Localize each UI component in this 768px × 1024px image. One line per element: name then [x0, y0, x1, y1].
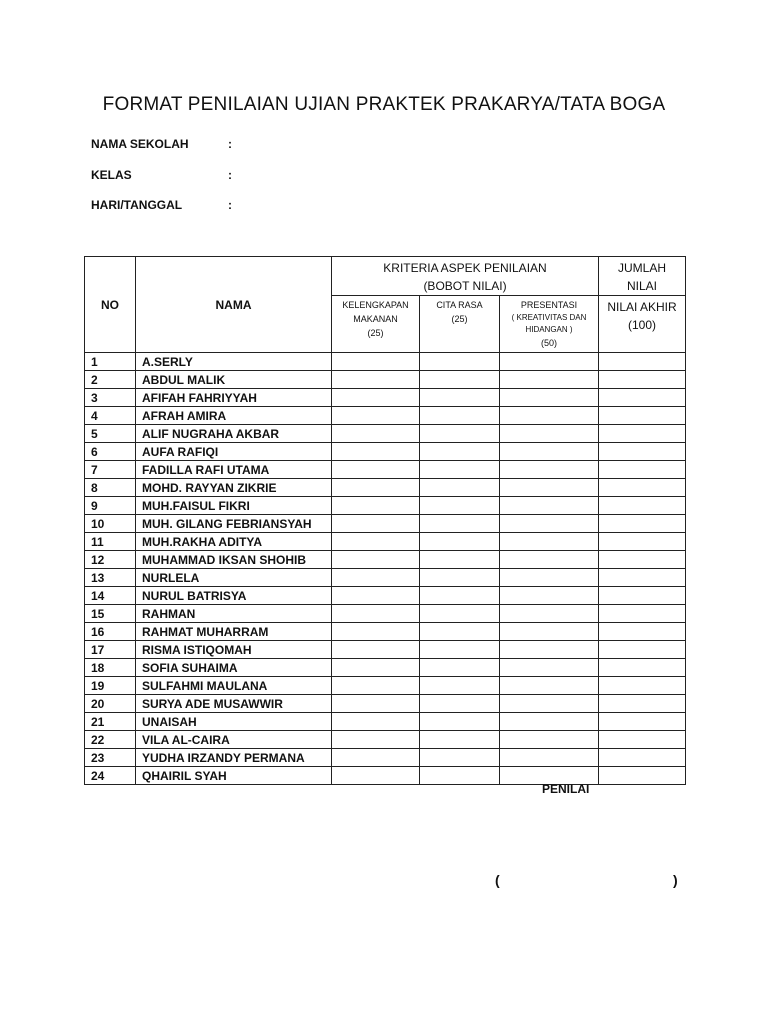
header-no: NO — [85, 257, 136, 353]
score-taste-cell[interactable] — [420, 425, 500, 443]
score-completeness-cell[interactable] — [332, 551, 420, 569]
score-final-cell[interactable] — [599, 695, 686, 713]
header-final-label: NILAI AKHIR — [607, 300, 677, 314]
score-completeness-cell[interactable] — [332, 569, 420, 587]
student-name: RAHMAN — [136, 605, 332, 623]
row-number: 8 — [85, 479, 136, 497]
score-completeness-cell[interactable] — [332, 389, 420, 407]
row-number: 20 — [85, 695, 136, 713]
score-final-cell[interactable] — [599, 587, 686, 605]
row-number: 18 — [85, 659, 136, 677]
score-taste-cell[interactable] — [420, 731, 500, 749]
row-number: 14 — [85, 587, 136, 605]
score-final-cell[interactable] — [599, 677, 686, 695]
student-name: UNAISAH — [136, 713, 332, 731]
row-number: 2 — [85, 371, 136, 389]
score-taste-cell[interactable] — [420, 569, 500, 587]
table-row — [85, 389, 686, 407]
score-completeness-cell[interactable] — [332, 605, 420, 623]
score-presentation-cell[interactable] — [500, 623, 599, 641]
score-presentation-cell[interactable] — [500, 443, 599, 461]
score-taste-cell[interactable] — [420, 623, 500, 641]
table-row — [85, 659, 686, 677]
info-school — [91, 137, 232, 151]
score-presentation-cell[interactable] — [500, 641, 599, 659]
score-completeness-cell[interactable] — [332, 641, 420, 659]
table-row — [85, 695, 686, 713]
header-taste — [420, 296, 500, 353]
table-row — [85, 605, 686, 623]
table-row — [85, 515, 686, 533]
score-final-cell[interactable] — [599, 533, 686, 551]
score-final-cell[interactable] — [599, 713, 686, 731]
score-final-cell[interactable] — [599, 425, 686, 443]
score-presentation-cell[interactable] — [500, 605, 599, 623]
header-jumlah — [599, 257, 686, 296]
info-label: NAMA SEKOLAH — [91, 137, 189, 151]
header-weight-label: (BOBOT NILAI) — [423, 279, 507, 293]
row-number: 1 — [85, 353, 136, 371]
header-criteria — [332, 257, 599, 296]
score-presentation-cell[interactable] — [500, 551, 599, 569]
assessor-label: PENILAI — [542, 782, 590, 796]
table-row — [85, 371, 686, 389]
row-number: 19 — [85, 677, 136, 695]
table-row — [85, 587, 686, 605]
score-presentation-cell[interactable] — [500, 695, 599, 713]
table-row — [85, 497, 686, 515]
score-presentation-cell[interactable] — [500, 749, 599, 767]
row-number: 12 — [85, 551, 136, 569]
student-name: RAHMAT MUHARRAM — [136, 623, 332, 641]
student-name: AFIFAH FAHRIYYAH — [136, 389, 332, 407]
score-final-cell[interactable] — [599, 407, 686, 425]
header-taste-a: CITA RASA — [436, 300, 483, 310]
student-name: ALIF NUGRAHA AKBAR — [136, 425, 332, 443]
table-row — [85, 623, 686, 641]
score-taste-cell[interactable] — [420, 371, 500, 389]
table-row — [85, 551, 686, 569]
score-taste-cell[interactable] — [420, 587, 500, 605]
info-label: KELAS — [91, 168, 132, 182]
student-name: SOFIA SUHAIMA — [136, 659, 332, 677]
score-taste-cell[interactable] — [420, 353, 500, 371]
score-completeness-cell[interactable] — [332, 659, 420, 677]
score-presentation-cell[interactable] — [500, 497, 599, 515]
header-jumlah-label: JUMLAH — [618, 261, 667, 275]
assessment-table — [84, 256, 686, 785]
score-completeness-cell[interactable] — [332, 353, 420, 371]
score-completeness-cell[interactable] — [332, 695, 420, 713]
student-name: VILA AL-CAIRA — [136, 731, 332, 749]
score-final-cell[interactable] — [599, 371, 686, 389]
row-number: 3 — [85, 389, 136, 407]
page-title: FORMAT PENILAIAN UJIAN PRAKTEK PRAKARYA/TATA BOGA — [102, 94, 666, 115]
score-final-cell[interactable] — [599, 641, 686, 659]
row-number: 9 — [85, 497, 136, 515]
score-taste-cell[interactable] — [420, 749, 500, 767]
score-presentation-cell[interactable] — [500, 389, 599, 407]
score-taste-cell[interactable] — [420, 659, 500, 677]
header-final-score — [599, 296, 686, 353]
row-number: 21 — [85, 713, 136, 731]
score-final-cell[interactable] — [599, 767, 686, 785]
score-final-cell[interactable] — [599, 731, 686, 749]
score-presentation-cell[interactable] — [500, 677, 599, 695]
student-name: FADILLA RAFI UTAMA — [136, 461, 332, 479]
score-presentation-cell[interactable] — [500, 371, 599, 389]
header-presentation — [500, 296, 599, 353]
table-row — [85, 767, 686, 785]
score-final-cell[interactable] — [599, 605, 686, 623]
score-final-cell[interactable] — [599, 551, 686, 569]
student-name: AUFA RAFIQI — [136, 443, 332, 461]
score-final-cell[interactable] — [599, 479, 686, 497]
info-separator: : — [228, 168, 232, 182]
score-completeness-cell[interactable] — [332, 443, 420, 461]
table-row — [85, 731, 686, 749]
student-name: ABDUL MALIK — [136, 371, 332, 389]
score-final-cell[interactable] — [599, 389, 686, 407]
score-presentation-cell[interactable] — [500, 515, 599, 533]
table-row — [85, 677, 686, 695]
score-presentation-cell[interactable] — [500, 569, 599, 587]
row-number: 6 — [85, 443, 136, 461]
row-number: 23 — [85, 749, 136, 767]
row-number: 24 — [85, 767, 136, 785]
table-row — [85, 749, 686, 767]
row-number: 16 — [85, 623, 136, 641]
score-completeness-cell[interactable] — [332, 497, 420, 515]
header-completeness-a: KELENGKAPAN — [342, 300, 409, 310]
score-taste-cell[interactable] — [420, 767, 500, 785]
score-final-cell[interactable] — [599, 623, 686, 641]
score-completeness-cell[interactable] — [332, 767, 420, 785]
score-final-cell[interactable] — [599, 515, 686, 533]
score-taste-cell[interactable] — [420, 479, 500, 497]
student-name: MOHD. RAYYAN ZIKRIE — [136, 479, 332, 497]
student-name: MUH.RAKHA ADITYA — [136, 533, 332, 551]
score-completeness-cell[interactable] — [332, 479, 420, 497]
score-completeness-cell[interactable] — [332, 407, 420, 425]
table-row — [85, 353, 686, 371]
score-completeness-cell[interactable] — [332, 425, 420, 443]
row-number: 4 — [85, 407, 136, 425]
header-taste-score: (25) — [451, 314, 468, 324]
score-taste-cell[interactable] — [420, 641, 500, 659]
table-row — [85, 461, 686, 479]
score-completeness-cell[interactable] — [332, 533, 420, 551]
score-taste-cell[interactable] — [420, 677, 500, 695]
info-label: HARI/TANGGAL — [91, 198, 183, 212]
student-name: A.SERLY — [136, 353, 332, 371]
score-completeness-cell[interactable] — [332, 515, 420, 533]
student-name: MUH. GILANG FEBRIANSYAH — [136, 515, 332, 533]
score-completeness-cell[interactable] — [332, 731, 420, 749]
row-number: 15 — [85, 605, 136, 623]
score-presentation-cell[interactable] — [500, 659, 599, 677]
score-taste-cell[interactable] — [420, 695, 500, 713]
header-nama: NAMA — [136, 257, 332, 353]
row-number: 5 — [85, 425, 136, 443]
header-completeness-b: MAKANAN — [353, 314, 398, 324]
row-number: 7 — [85, 461, 136, 479]
table-row — [85, 713, 686, 731]
info-separator: : — [228, 198, 232, 212]
student-name: MUHAMMAD IKSAN SHOHIB — [136, 551, 332, 569]
score-completeness-cell[interactable] — [332, 713, 420, 731]
student-name: MUH.FAISUL FIKRI — [136, 497, 332, 515]
info-date — [91, 198, 232, 212]
header-presentation-c: HIDANGAN ) — [525, 325, 573, 334]
score-taste-cell[interactable] — [420, 497, 500, 515]
score-presentation-cell[interactable] — [500, 587, 599, 605]
table-row — [85, 425, 686, 443]
score-completeness-cell[interactable] — [332, 623, 420, 641]
score-final-cell[interactable] — [599, 569, 686, 587]
score-presentation-cell[interactable] — [500, 407, 599, 425]
header-presentation-score: (50) — [541, 338, 558, 348]
info-separator: : — [228, 137, 232, 151]
signature-open-paren: ( — [495, 872, 500, 888]
header-criteria-label: KRITERIA ASPEK PENILAIAN — [383, 261, 547, 275]
score-completeness-cell[interactable] — [332, 371, 420, 389]
score-taste-cell[interactable] — [420, 461, 500, 479]
info-class — [91, 168, 232, 182]
header-final-max: (100) — [628, 318, 657, 332]
table-row — [85, 569, 686, 587]
header-completeness-score: (25) — [367, 328, 384, 338]
row-number: 13 — [85, 569, 136, 587]
score-presentation-cell[interactable] — [500, 425, 599, 443]
score-taste-cell[interactable] — [420, 389, 500, 407]
score-presentation-cell[interactable] — [500, 353, 599, 371]
row-number: 11 — [85, 533, 136, 551]
table-row — [85, 641, 686, 659]
table-row — [85, 479, 686, 497]
student-name: QHAIRIL SYAH — [136, 767, 332, 785]
row-number: 10 — [85, 515, 136, 533]
header-completeness — [332, 296, 420, 353]
student-name: YUDHA IRZANDY PERMANA — [136, 749, 332, 767]
score-presentation-cell[interactable] — [500, 479, 599, 497]
row-number: 22 — [85, 731, 136, 749]
score-taste-cell[interactable] — [420, 605, 500, 623]
score-taste-cell[interactable] — [420, 551, 500, 569]
score-completeness-cell[interactable] — [332, 587, 420, 605]
student-name: AFRAH AMIRA — [136, 407, 332, 425]
row-number: 17 — [85, 641, 136, 659]
header-presentation-a: PRESENTASI — [520, 300, 578, 310]
score-completeness-cell[interactable] — [332, 461, 420, 479]
score-taste-cell[interactable] — [420, 533, 500, 551]
student-name: NURUL BATRISYA — [136, 587, 332, 605]
score-presentation-cell[interactable] — [500, 461, 599, 479]
score-taste-cell[interactable] — [420, 407, 500, 425]
score-completeness-cell[interactable] — [332, 749, 420, 767]
score-taste-cell[interactable] — [420, 713, 500, 731]
score-taste-cell[interactable] — [420, 515, 500, 533]
score-final-cell[interactable] — [599, 461, 686, 479]
score-final-cell[interactable] — [599, 497, 686, 515]
score-presentation-cell[interactable] — [500, 533, 599, 551]
score-final-cell[interactable] — [599, 443, 686, 461]
table-row — [85, 443, 686, 461]
score-final-cell[interactable] — [599, 659, 686, 677]
table-row — [85, 407, 686, 425]
score-presentation-cell[interactable] — [500, 731, 599, 749]
student-name: RISMA ISTIQOMAH — [136, 641, 332, 659]
score-presentation-cell[interactable] — [500, 713, 599, 731]
signature-close-paren: ) — [673, 872, 678, 888]
header-presentation-b: ( KREATIVITAS DAN — [511, 313, 587, 322]
score-completeness-cell[interactable] — [332, 677, 420, 695]
student-name: SULFAHMI MAULANA — [136, 677, 332, 695]
header-nilai-label: NILAI — [627, 279, 658, 293]
student-name: NURLELA — [136, 569, 332, 587]
score-final-cell[interactable] — [599, 749, 686, 767]
score-taste-cell[interactable] — [420, 443, 500, 461]
score-final-cell[interactable] — [599, 353, 686, 371]
student-name: SURYA ADE MUSAWWIR — [136, 695, 332, 713]
table-row — [85, 533, 686, 551]
